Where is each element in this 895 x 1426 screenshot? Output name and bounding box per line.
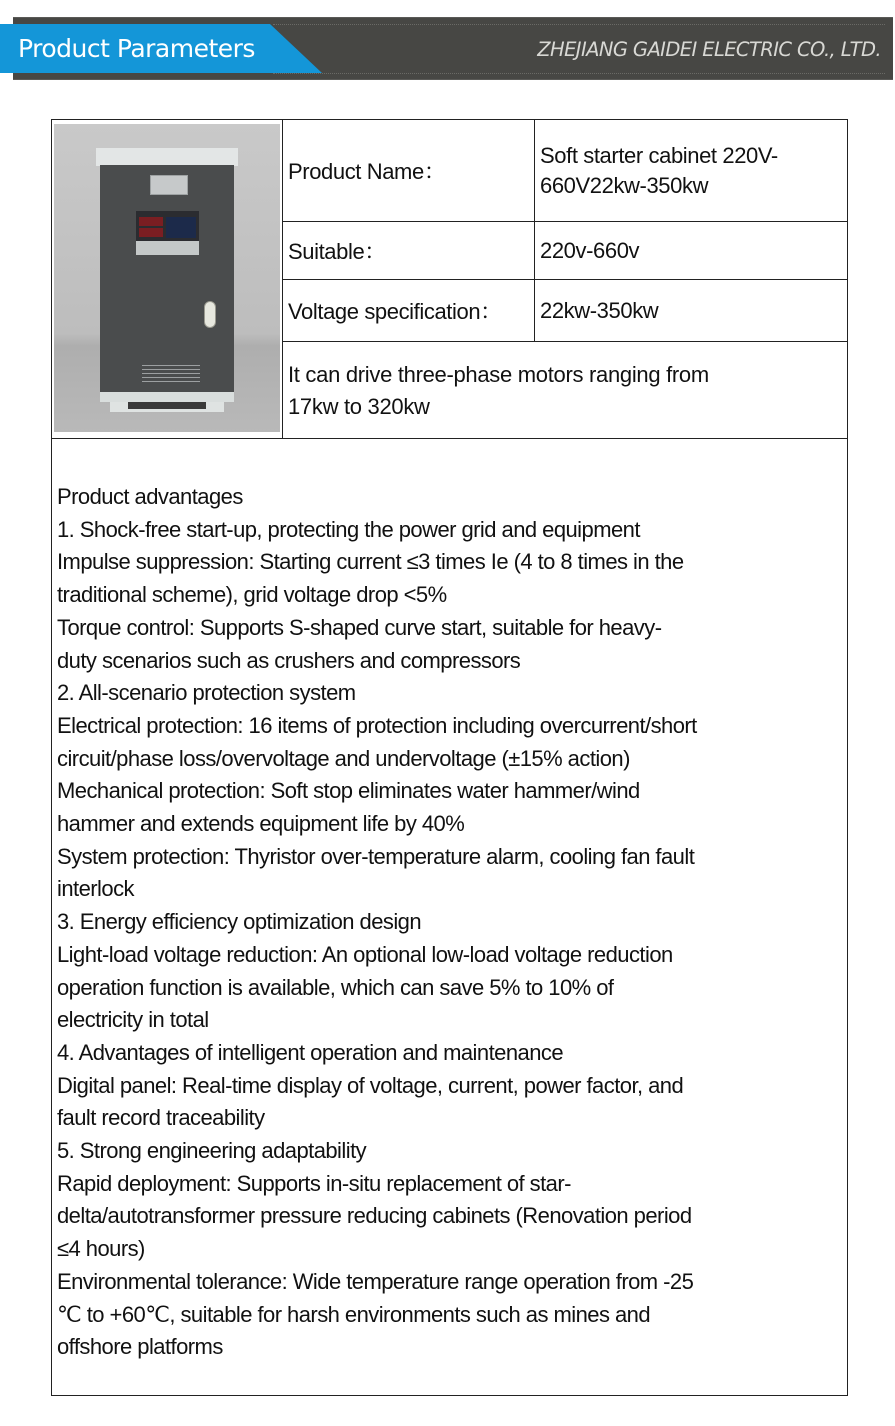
advantage-title: 3. Energy efficiency optimization design [57, 909, 422, 935]
product-spec-table [51, 119, 848, 1396]
cabinet-nameplate [150, 175, 188, 195]
advantage-title: 4. Advantages of intelligent operation and maintenance [57, 1039, 564, 1065]
led-display-icon [139, 217, 163, 226]
advantage-detail: System protection: Thyristor over-temperature alarm, cooling fan fault [57, 843, 695, 869]
advantage-detail: duty scenarios such as crushers and compressors [57, 647, 521, 673]
advantage-detail: offshore platforms [57, 1334, 223, 1360]
cabinet-body [100, 165, 234, 393]
electrical-cabinet-image [54, 124, 280, 432]
advantage-detail: delta/autotransformer pressure reducing cabinets (Renovation period [57, 1203, 692, 1229]
advantage-detail: Electrical protection: 16 items of protection including overcurrent/short [57, 712, 697, 738]
spec-description [283, 342, 847, 439]
advantage-detail: operation function is available, which can save 5% to 10% of [57, 974, 614, 1000]
advantage-title: 1. Shock-free start-up, protecting the power grid and equipment [57, 516, 640, 542]
keypad-icon [136, 241, 199, 255]
door-handle-icon [204, 301, 216, 328]
company-name: ZHEJIANG GAIDEI ELECTRIC CO., LTD. [537, 38, 881, 61]
advantage-detail: circuit/phase loss/overvoltage and undervoltage (±15% action) [57, 745, 630, 771]
lcd-screen-icon [166, 217, 196, 238]
spec-top-section [52, 120, 847, 439]
led-display-icon [139, 228, 163, 237]
spec-label: Voltage specification： [283, 280, 535, 341]
spec-value: 220v-660v [540, 237, 640, 263]
spec-value-line: 660V22kw-350kw [540, 172, 709, 198]
page-title: Product Parameters [18, 34, 255, 63]
advantage-detail: Rapid deployment: Supports in-situ replacement of star- [57, 1170, 571, 1196]
spec-label: Suitable： [283, 222, 535, 279]
advantage-detail: ℃ to +60℃, suitable for harsh environments such as mines and [57, 1301, 651, 1327]
spec-value: 22kw-350kw [540, 297, 659, 323]
advantage-title: 5. Strong engineering adaptability [57, 1138, 367, 1164]
description-line: It can drive three-phase motors ranging from [288, 361, 709, 387]
cabinet-foot-slot [128, 402, 206, 409]
spec-row-voltage-specification [283, 280, 847, 342]
advantage-detail: interlock [57, 876, 134, 902]
advantages-heading: Product advantages [57, 484, 243, 509]
spec-value [535, 120, 847, 221]
advantage-detail: Light-load voltage reduction: An optional low-load voltage reduction [57, 941, 673, 967]
warning-label [142, 365, 200, 385]
spec-row-description [283, 342, 847, 439]
product-advantages [52, 441, 847, 1364]
spec-label: Product Name： [283, 120, 535, 221]
advantage-detail: fault record traceability [57, 1105, 265, 1131]
spec-row-product-name [283, 120, 847, 222]
advantage-detail: Digital panel: Real-time display of voltage, current, power factor, and [57, 1072, 684, 1098]
description-line: 17kw to 320kw [288, 393, 430, 419]
advantage-title: 2. All-scenario protection system [57, 680, 356, 706]
spec-row-suitable [283, 222, 847, 280]
advantage-detail: ≤4 hours) [57, 1236, 145, 1262]
advantage-detail: Mechanical protection: Soft stop eliminates water hammer/wind [57, 778, 640, 804]
advantage-detail: Environmental tolerance: Wide temperature range operation from -25 [57, 1268, 694, 1294]
advantage-detail: Torque control: Supports S-shaped curve start, suitable for heavy- [57, 614, 662, 640]
cabinet-base [100, 392, 234, 402]
cabinet-control-panel [136, 211, 199, 253]
advantage-detail: hammer and extends equipment life by 40% [57, 811, 465, 837]
advantage-detail: traditional scheme), grid voltage drop <5% [57, 582, 447, 608]
advantage-detail: Impulse suppression: Starting current ≤3 times Ie (4 to 8 times in the [57, 549, 684, 575]
spec-value-line: Soft starter cabinet 220V- [540, 142, 778, 168]
product-image-cell [52, 120, 283, 438]
advantage-detail: electricity in total [57, 1007, 209, 1033]
cabinet-top-cap [96, 148, 238, 166]
